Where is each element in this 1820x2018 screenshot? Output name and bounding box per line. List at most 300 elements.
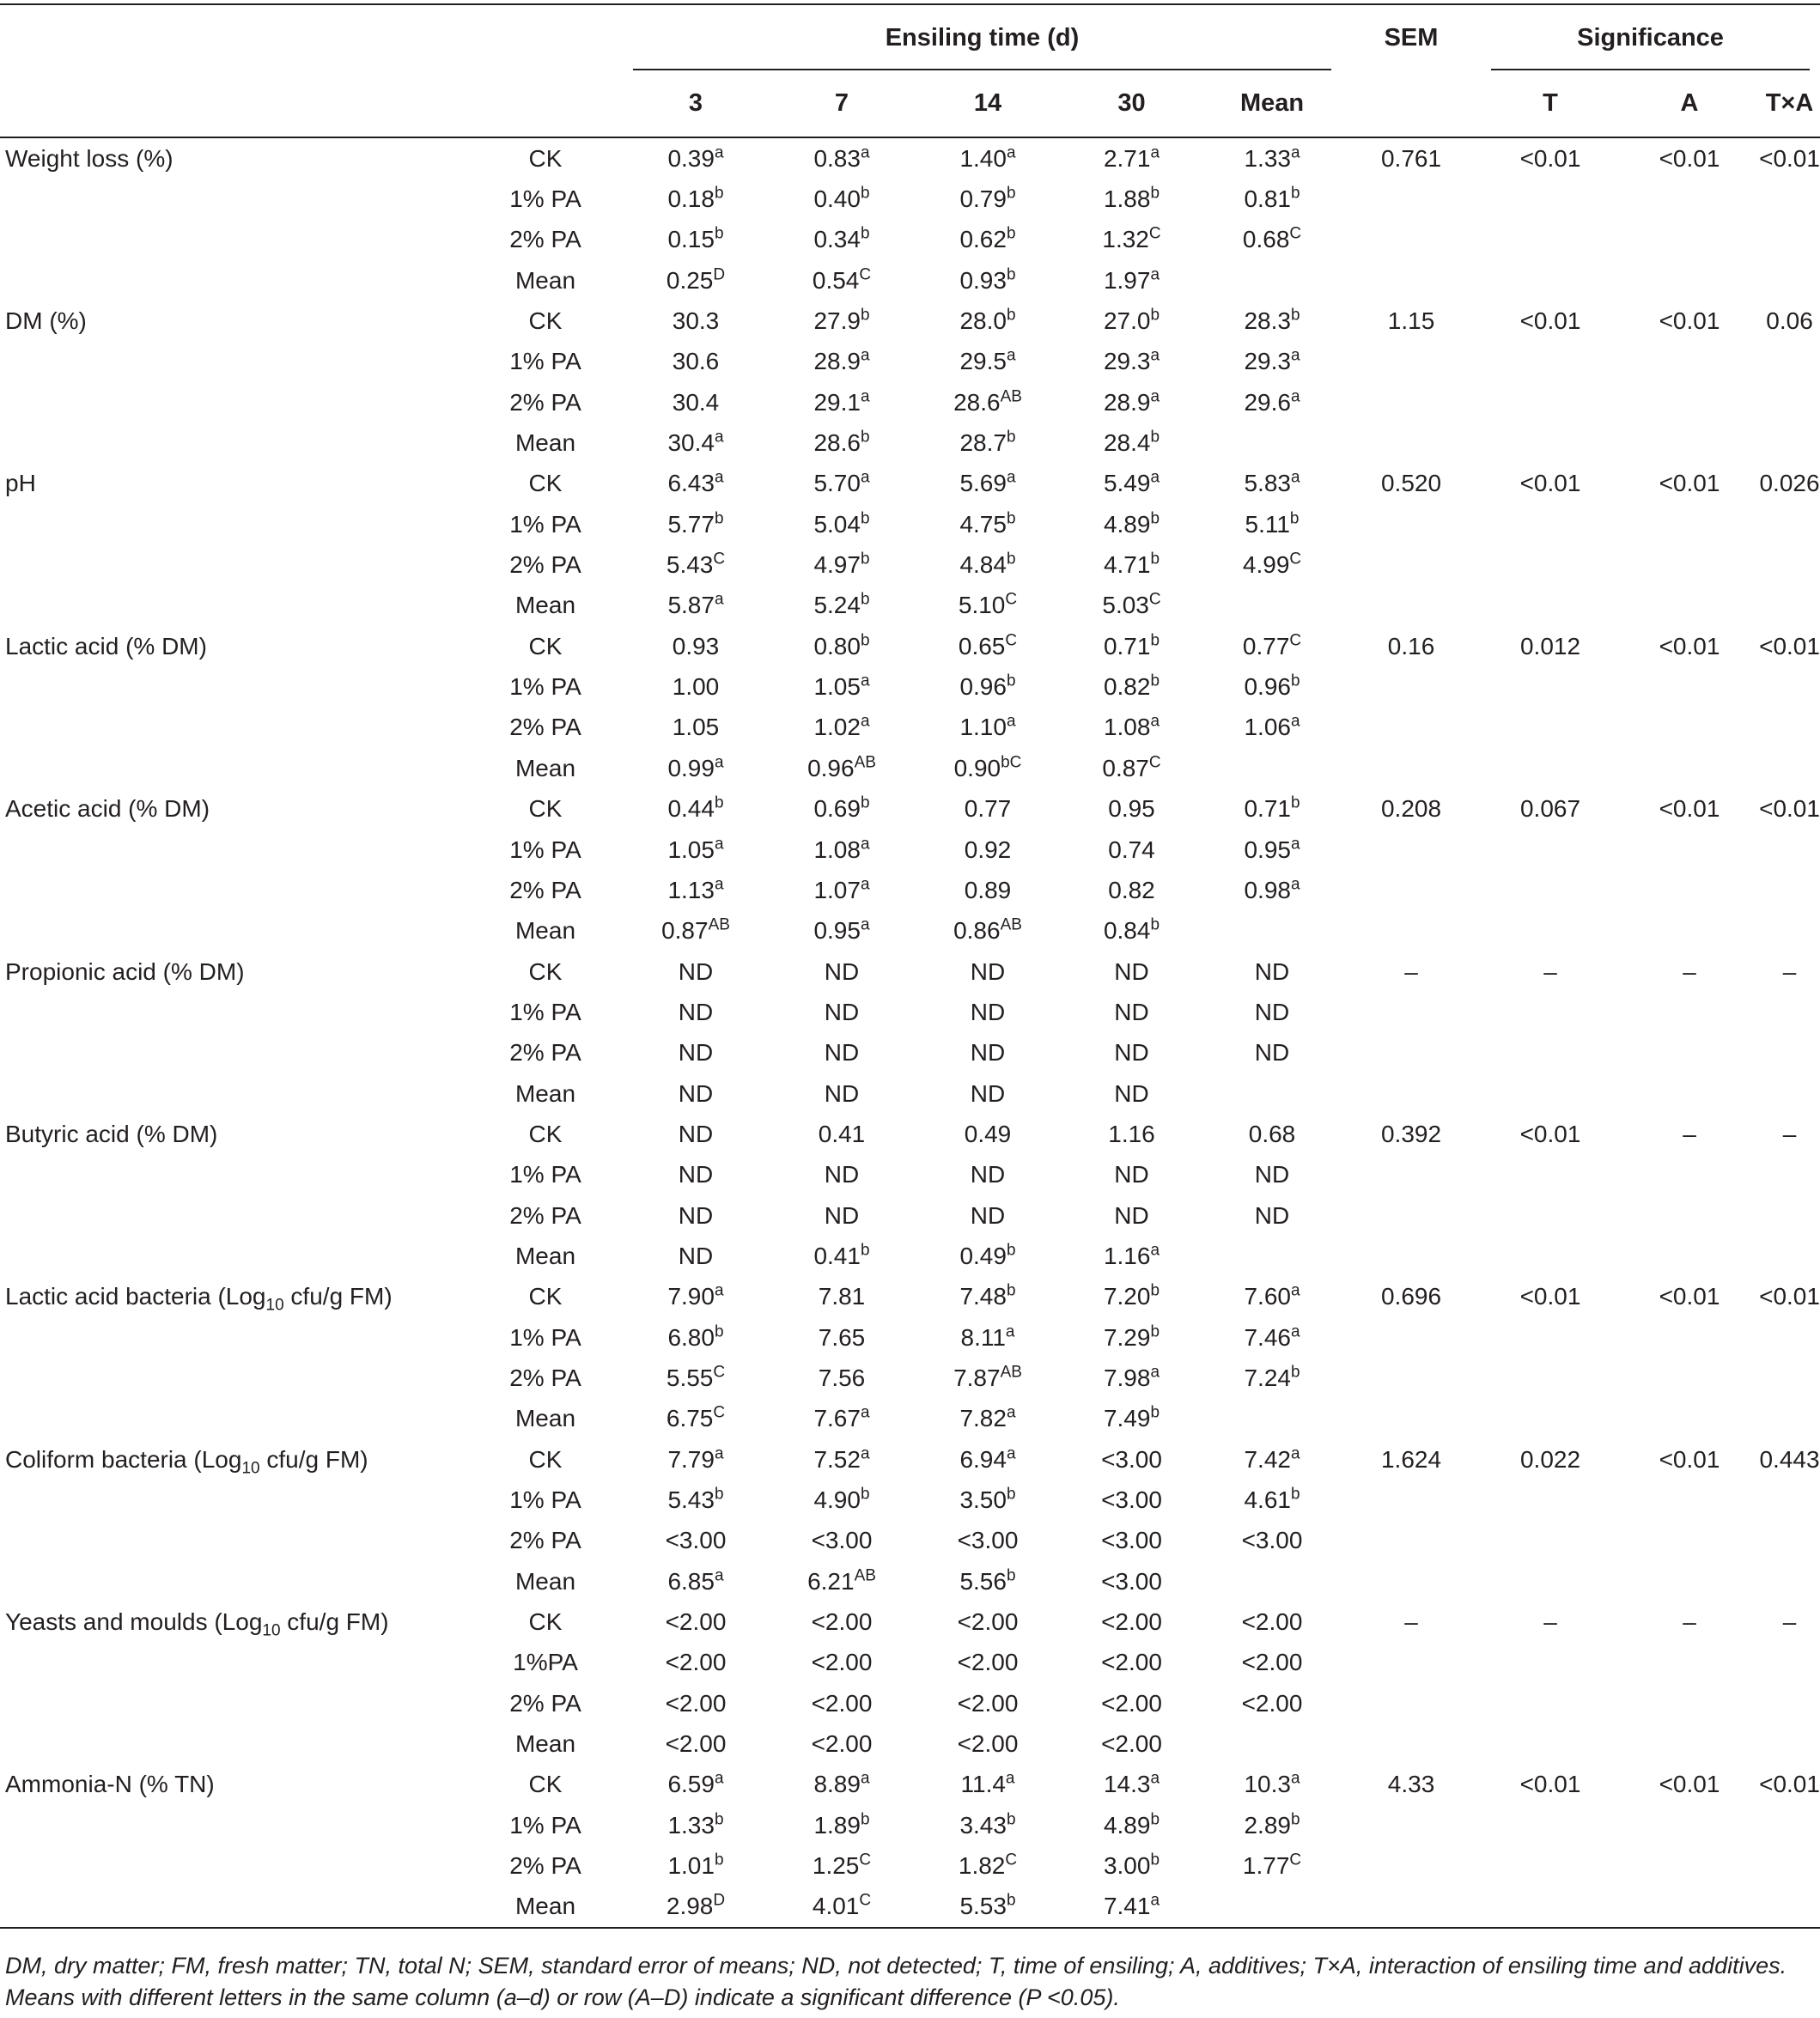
cell-day-14: 0.92 (964, 836, 1012, 863)
treatment-label: Mean (514, 1242, 576, 1269)
table-row (0, 586, 1820, 626)
cell-day-3: 0.99$^a$ (667, 753, 724, 781)
cell-day-30: <3.00 (1101, 1567, 1162, 1595)
table-row (0, 1358, 1820, 1398)
cell-day-30: 0.84$^b$ (1103, 915, 1160, 945)
sig-t-value: 0.012 (1519, 632, 1581, 659)
cell-day-mean: 2.89$^b$ (1244, 1810, 1300, 1839)
cell-day-mean: ND (1254, 957, 1290, 985)
cell-day-14: 5.56$^b$ (959, 1566, 1016, 1595)
cell-day-30: <2.00 (1101, 1730, 1162, 1758)
cell-day-30: 0.95 (1108, 795, 1155, 823)
cell-day-mean: 5.83$^a$ (1244, 469, 1300, 497)
sig-txa-value: <0.01 (1759, 795, 1820, 823)
table-row (0, 626, 1820, 666)
header-row-top (0, 4, 1820, 70)
table-row (0, 666, 1820, 707)
cell-day-mean: 5.11$^b$ (1245, 509, 1300, 538)
cell-day-7: 0.34$^b$ (813, 225, 870, 253)
table-row (0, 1277, 1820, 1317)
table-row (0, 1033, 1820, 1073)
cell-day-mean: 7.60$^a$ (1244, 1281, 1300, 1310)
variable-label: Acetic acid (% DM) (5, 795, 210, 823)
cell-day-3: 0.15$^b$ (667, 225, 724, 253)
cell-day-14: 3.50$^b$ (959, 1485, 1016, 1514)
cell-day-3: ND (678, 1079, 714, 1107)
cell-day-mean: ND (1254, 998, 1290, 1025)
cell-day-7: 7.52$^a$ (813, 1444, 870, 1473)
cell-day-3: 1.13$^a$ (667, 875, 724, 903)
treatment-label: Mean (514, 266, 576, 294)
cell-day-7: 0.95$^a$ (813, 915, 870, 945)
cell-day-7: ND (824, 1161, 860, 1188)
cell-day-3: ND (678, 1201, 714, 1229)
cell-day-7: 1.05$^a$ (813, 672, 870, 701)
sem-value: 0.16 (1387, 632, 1435, 659)
variable-label: pH (5, 470, 36, 497)
cell-day-30: 0.71$^b$ (1103, 631, 1160, 659)
cell-day-3: <2.00 (665, 1689, 727, 1717)
cell-day-7: 7.65 (818, 1323, 866, 1351)
sem-value: 0.392 (1380, 1120, 1442, 1147)
sem-value: – (1404, 957, 1418, 985)
cell-day-3: 0.39$^a$ (667, 143, 724, 172)
cell-day-30: 7.49$^b$ (1103, 1404, 1160, 1432)
treatment-label: 2% PA (509, 551, 581, 579)
cell-day-14: 0.77 (964, 795, 1012, 823)
treatment-label: Mean (514, 754, 576, 781)
table-row (0, 382, 1820, 422)
cell-day-mean (1202, 748, 1342, 788)
cell-day-30: <3.00 (1101, 1527, 1162, 1554)
cell-day-mean: 10.3$^a$ (1244, 1770, 1300, 1798)
variable-label: Propionic acid (% DM) (5, 957, 245, 985)
treatment-label: CK (528, 470, 563, 497)
sig-a-value: <0.01 (1659, 1445, 1720, 1473)
sig-a-value: <0.01 (1659, 1283, 1720, 1310)
col-sig-t: T (1481, 70, 1620, 137)
table-row (0, 1887, 1820, 1928)
sig-a-value: <0.01 (1659, 144, 1720, 172)
cell-day-mean: ND (1254, 1161, 1290, 1188)
cell-day-mean (1202, 1399, 1342, 1439)
cell-day-mean: 0.96$^b$ (1244, 672, 1300, 701)
cell-day-3: ND (678, 998, 714, 1025)
variable-label: Weight loss (%) (5, 144, 173, 172)
col-day-30: 30 (1061, 70, 1202, 137)
cell-day-14: 0.89 (964, 876, 1012, 903)
cell-day-7: ND (824, 1201, 860, 1229)
cell-day-30: 4.89$^b$ (1103, 509, 1160, 538)
table-row (0, 748, 1820, 788)
cell-day-14: 4.75$^b$ (959, 509, 1016, 538)
variable-label: Butyric acid (% DM) (5, 1120, 218, 1147)
cell-day-3: 30.3 (672, 307, 720, 335)
table-row (0, 137, 1820, 179)
cell-day-14: ND (970, 998, 1006, 1025)
cell-day-14: $0.86^{AB}$ (953, 915, 1022, 945)
cell-day-14: 8.11$^a$ (960, 1322, 1015, 1351)
treatment-label: 2% PA (509, 226, 581, 253)
table-row (0, 1155, 1820, 1195)
sem-value: 1.624 (1380, 1445, 1442, 1473)
table-row (0, 220, 1820, 260)
table-row (0, 1114, 1820, 1154)
cell-day-mean: $1.77^C$ (1242, 1851, 1302, 1880)
cell-day-mean (1202, 1236, 1342, 1276)
cell-day-mean: 1.33$^a$ (1244, 143, 1300, 172)
significance-header: Significance (1481, 4, 1820, 70)
cell-day-14: 28.0$^b$ (959, 306, 1016, 335)
cell-day-mean (1202, 586, 1342, 626)
treatment-label: 2% PA (509, 1689, 581, 1717)
cell-day-30: 1.16 (1108, 1120, 1155, 1147)
table-row (0, 1195, 1820, 1236)
sig-txa-value: <0.01 (1759, 1283, 1820, 1310)
sig-txa-value: <0.01 (1759, 632, 1820, 659)
cell-day-7: 7.67$^a$ (813, 1404, 870, 1432)
table-row (0, 1602, 1820, 1642)
table-body (0, 137, 1820, 1928)
cell-day-3: ND (678, 1120, 714, 1147)
cell-day-3: 0.18$^b$ (667, 184, 724, 213)
table-row (0, 911, 1820, 951)
cell-day-mean (1202, 1073, 1342, 1114)
treatment-label: 2% PA (509, 876, 581, 903)
cell-day-14: 3.43$^b$ (959, 1810, 1016, 1839)
col-sig-txa: T×A (1759, 70, 1820, 137)
sig-t-value: <0.01 (1519, 1283, 1581, 1310)
cell-day-mean: 0.81$^b$ (1244, 184, 1300, 213)
cell-day-mean (1202, 422, 1342, 463)
cell-day-3: $5.43^C$ (666, 550, 726, 579)
cell-day-14: 1.10$^a$ (959, 713, 1016, 741)
cell-day-14: <2.00 (957, 1730, 1019, 1758)
treatment-label: 2% PA (509, 1527, 581, 1554)
table-row (0, 1765, 1820, 1805)
cell-day-3: 6.43$^a$ (667, 469, 724, 497)
sem-value: 4.33 (1387, 1771, 1435, 1798)
sem-value: 0.761 (1380, 144, 1442, 172)
cell-day-7: 0.41 (818, 1120, 866, 1147)
col-mean: Mean (1202, 70, 1342, 137)
variable-label: DM (%) (5, 307, 87, 335)
cell-day-7: 0.80$^b$ (813, 631, 870, 659)
cell-day-7: 1.07$^a$ (813, 875, 870, 903)
cell-day-3: ND (678, 1161, 714, 1188)
sem-value: – (1404, 1608, 1418, 1636)
sig-a-value: – (1683, 957, 1696, 985)
sig-txa-value: <0.01 (1759, 1771, 1820, 1798)
cell-day-mean: 0.71$^b$ (1244, 793, 1300, 823)
cell-day-14: 6.94$^a$ (959, 1444, 1016, 1473)
cell-day-3: 0.44$^b$ (667, 793, 724, 823)
table-row (0, 1521, 1820, 1561)
cell-day-30: 28.9$^a$ (1103, 387, 1160, 416)
sig-a-value: <0.01 (1659, 1771, 1720, 1798)
cell-day-mean: 7.42$^a$ (1244, 1444, 1300, 1473)
table-row (0, 301, 1820, 341)
cell-day-30: 7.98$^a$ (1103, 1363, 1160, 1391)
cell-day-7: 0.83$^a$ (813, 143, 870, 172)
sig-t-value: 0.022 (1519, 1445, 1581, 1473)
treatment-label: 1% PA (509, 998, 581, 1025)
cell-day-30: 4.71$^b$ (1103, 550, 1160, 579)
cell-day-7: 8.89$^a$ (813, 1770, 870, 1798)
cell-day-14: ND (970, 1201, 1006, 1229)
cell-day-30: <2.00 (1101, 1689, 1162, 1717)
treatment-label: 1% PA (509, 836, 581, 863)
treatment-label: 1% PA (509, 1323, 581, 1351)
cell-day-3: <3.00 (665, 1527, 727, 1554)
cell-day-7: $1.25^C$ (812, 1851, 872, 1880)
cell-day-mean: $0.77^C$ (1242, 631, 1302, 659)
cell-day-mean: <3.00 (1241, 1527, 1303, 1554)
cell-day-30: $5.03^C$ (1102, 591, 1161, 619)
cell-day-mean: 29.3$^a$ (1244, 347, 1300, 375)
cell-day-7: 4.97$^b$ (813, 550, 870, 579)
cell-day-3: $0.87^{AB}$ (661, 915, 730, 945)
cell-day-3: 30.4 (672, 388, 720, 416)
treatment-label: 1% PA (509, 673, 581, 701)
cell-day-30: 7.20$^b$ (1103, 1281, 1160, 1310)
treatment-label: Mean (514, 1730, 576, 1758)
cell-day-30: 2.71$^a$ (1103, 143, 1160, 172)
cell-day-30: 1.97$^a$ (1103, 265, 1160, 294)
cell-day-14: ND (970, 1039, 1006, 1067)
table-row (0, 260, 1820, 301)
sem-header: SEM (1342, 4, 1481, 70)
sig-t-value: 0.067 (1519, 795, 1581, 823)
variable-label: Ammonia-N (% TN) (5, 1771, 215, 1798)
cell-day-30: 5.49$^a$ (1103, 469, 1160, 497)
cell-day-mean: 29.6$^a$ (1244, 387, 1300, 416)
sem-value: 0.208 (1380, 795, 1442, 823)
sig-txa-value: <0.01 (1759, 144, 1820, 172)
sem-value: 0.696 (1380, 1283, 1442, 1310)
cell-day-30: 14.3$^a$ (1103, 1770, 1160, 1798)
table-row (0, 951, 1820, 992)
table-row (0, 1073, 1820, 1114)
cell-day-7: 1.02$^a$ (813, 713, 870, 741)
cell-day-mean: <2.00 (1241, 1608, 1303, 1636)
cell-day-14: $7.87^{AB}$ (953, 1363, 1022, 1391)
sig-t-value: <0.01 (1519, 1771, 1581, 1798)
sig-a-value: – (1683, 1120, 1696, 1147)
sig-txa-value: – (1782, 957, 1797, 985)
cell-day-3: 1.01$^b$ (667, 1851, 724, 1880)
sig-txa-value: 0.026 (1759, 470, 1820, 497)
table-row (0, 342, 1820, 382)
cell-day-7: $0.96^{AB}$ (807, 753, 876, 781)
cell-day-30: 0.82 (1108, 876, 1155, 903)
cell-day-7: 5.70$^a$ (813, 469, 870, 497)
variable-label: Coliform bacteria (Log$_{10}$ cfu/g FM) (5, 1445, 368, 1478)
cell-day-mean: 4.61$^b$ (1244, 1485, 1300, 1514)
table-row (0, 1480, 1820, 1520)
cell-day-7: <2.00 (811, 1689, 873, 1717)
cell-day-mean: <2.00 (1241, 1649, 1303, 1676)
cell-day-3: 1.05$^a$ (667, 835, 724, 863)
cell-day-14: $28.6^{AB}$ (953, 387, 1022, 416)
cell-day-7: ND (824, 957, 860, 985)
cell-day-3: 5.87$^a$ (667, 591, 724, 619)
treatment-label: Mean (468, 1887, 623, 1928)
treatment-label: Mean (514, 592, 576, 619)
treatment-label: CK (528, 1120, 563, 1147)
treatment-label: 1% PA (509, 1486, 581, 1514)
treatment-label: CK (528, 1445, 563, 1473)
cell-day-30: $0.87^C$ (1102, 753, 1161, 781)
cell-day-mean (1202, 1723, 1342, 1764)
cell-day-30: ND (1114, 998, 1149, 1025)
sem-value: 1.15 (1387, 307, 1435, 335)
cell-day-7: ND (824, 998, 860, 1025)
cell-day-30: ND (1114, 957, 1149, 985)
cell-day-mean: <2.00 (1241, 1689, 1303, 1717)
cell-day-14: 0.93$^b$ (959, 265, 1016, 294)
cell-day-14: $5.10^C$ (958, 591, 1018, 619)
table-row (0, 1845, 1820, 1886)
treatment-label: CK (528, 632, 563, 659)
treatment-label: 2% PA (509, 1852, 581, 1880)
cell-day-3: ND (678, 957, 714, 985)
cell-day-7: 29.1$^a$ (813, 387, 870, 416)
cell-day-14: $1.82^C$ (958, 1851, 1018, 1880)
cell-day-7: 0.69$^b$ (813, 793, 870, 823)
cell-day-mean (1202, 1887, 1342, 1928)
cell-day-30: <3.00 (1101, 1486, 1162, 1514)
cell-day-3: ND (678, 1242, 714, 1269)
cell-day-30: 7.41$^a$ (1061, 1887, 1202, 1928)
cell-day-14: ND (970, 1161, 1006, 1188)
cell-day-14: <2.00 (957, 1649, 1019, 1676)
cell-day-14: ND (970, 1079, 1006, 1107)
treatment-label: 2% PA (509, 388, 581, 416)
cell-day-7: 5.24$^b$ (813, 591, 870, 619)
cell-day-7: 1.89$^b$ (813, 1810, 870, 1839)
variable-label: Lactic acid (% DM) (5, 632, 207, 659)
cell-day-3: $6.75^C$ (666, 1404, 726, 1432)
cell-day-mean: 0.68 (1248, 1120, 1296, 1147)
table-row (0, 544, 1820, 585)
cell-day-mean: 1.06$^a$ (1244, 713, 1300, 741)
results-table (0, 3, 1820, 1929)
cell-day-14: 5.69$^a$ (959, 469, 1016, 497)
treatment-label: 1% PA (509, 1161, 581, 1188)
treatment-label: 1% PA (509, 185, 581, 213)
treatment-label: Mean (514, 917, 576, 945)
cell-day-30: $1.32^C$ (1102, 225, 1161, 253)
treatment-label: Mean (514, 1567, 576, 1595)
cell-day-14: 11.4$^a$ (960, 1770, 1015, 1798)
cell-day-14: 0.62$^b$ (959, 225, 1016, 253)
treatment-label: CK (528, 307, 563, 335)
cell-day-3: $2.98^D$ (623, 1887, 769, 1928)
cell-day-14: <2.00 (957, 1689, 1019, 1717)
cell-day-14: 7.48$^b$ (959, 1281, 1016, 1310)
sig-a-value: <0.01 (1659, 632, 1720, 659)
treatment-label: 2% PA (509, 1039, 581, 1067)
cell-day-3: <2.00 (665, 1730, 727, 1758)
table-row (0, 1683, 1820, 1723)
cell-day-30: 7.29$^b$ (1103, 1322, 1160, 1351)
cell-day-30: 3.00$^b$ (1103, 1851, 1160, 1880)
cell-day-30: <2.00 (1101, 1649, 1162, 1676)
cell-day-14: 1.40$^a$ (959, 143, 1016, 172)
cell-day-7: <2.00 (811, 1730, 873, 1758)
treatment-label: 1% PA (509, 510, 581, 538)
cell-day-mean: 28.3$^b$ (1244, 306, 1300, 335)
cell-day-mean: 7.24$^b$ (1244, 1363, 1300, 1391)
table-row (0, 1723, 1820, 1764)
treatment-label: CK (528, 1771, 563, 1798)
table-row (0, 1439, 1820, 1480)
cell-day-7: 5.04$^b$ (813, 509, 870, 538)
table-row (0, 1643, 1820, 1683)
cell-day-14: 7.82$^a$ (959, 1404, 1016, 1432)
cell-day-7: 28.6$^b$ (813, 428, 870, 457)
cell-day-30: <3.00 (1101, 1445, 1162, 1473)
table-row (0, 179, 1820, 219)
col-day-14: 14 (915, 70, 1061, 137)
cell-day-7: $4.01^C$ (769, 1887, 915, 1928)
sig-t-value: – (1543, 957, 1557, 985)
cell-day-7: 0.41$^b$ (813, 1241, 870, 1269)
cell-day-3: 30.6 (672, 348, 720, 375)
table-row (0, 992, 1820, 1032)
cell-day-7: $6.21^{AB}$ (807, 1566, 876, 1595)
cell-day-3: 6.85$^a$ (667, 1566, 724, 1595)
cell-day-30: 28.4$^b$ (1103, 428, 1160, 457)
cell-day-3: <2.00 (665, 1649, 727, 1676)
cell-day-7: 27.9$^b$ (813, 306, 870, 335)
table-row (0, 870, 1820, 910)
cell-day-3: $0.25^D$ (666, 265, 726, 294)
sig-a-value: <0.01 (1659, 795, 1720, 823)
cell-day-14: 0.49 (964, 1120, 1012, 1147)
cell-day-30: ND (1114, 1079, 1149, 1107)
table-footnote: DM, dry matter; FM, fresh matter; TN, total N; SEM, standard error of means; ND, not detected; T, time of ensiling; A, additives; T×A, interaction of ensiling time and additives. Means with different letters in the same column (a–d) or row (A–D) indicate a significant difference (P <0.05). (5, 1953, 1787, 2010)
cell-day-30: <2.00 (1101, 1608, 1162, 1636)
cell-day-3: 0.93 (672, 632, 720, 659)
variable-label: Yeasts and moulds (Log$_{10}$ cfu/g FM) (5, 1608, 389, 1640)
cell-day-3: $5.55^C$ (666, 1363, 726, 1391)
sig-t-value: <0.01 (1519, 1120, 1581, 1147)
sig-t-value: – (1543, 1608, 1557, 1636)
variable-label: Lactic acid bacteria (Log$_{10}$ cfu/g FM) (5, 1283, 393, 1315)
cell-day-30: 0.82$^b$ (1103, 672, 1160, 701)
cell-day-7: ND (824, 1039, 860, 1067)
col-day-7: 7 (769, 70, 915, 137)
treatment-label: CK (528, 144, 563, 172)
table-row (0, 1399, 1820, 1439)
cell-day-3: 30.4$^a$ (667, 428, 724, 457)
table-row (0, 1236, 1820, 1276)
cell-day-3: 1.33$^b$ (667, 1810, 724, 1839)
treatment-label: CK (528, 1283, 563, 1310)
cell-day-30: ND (1114, 1201, 1149, 1229)
treatment-label: Mean (514, 429, 576, 457)
sem-value: 0.520 (1380, 470, 1442, 497)
cell-day-30: 4.89$^b$ (1103, 1810, 1160, 1839)
table-row (0, 504, 1820, 544)
cell-day-30: 1.08$^a$ (1103, 713, 1160, 741)
cell-day-14: <3.00 (957, 1527, 1019, 1554)
treatment-label: 1% PA (509, 1811, 581, 1839)
table-row (0, 1561, 1820, 1602)
cell-day-7: 1.08$^a$ (813, 835, 870, 863)
